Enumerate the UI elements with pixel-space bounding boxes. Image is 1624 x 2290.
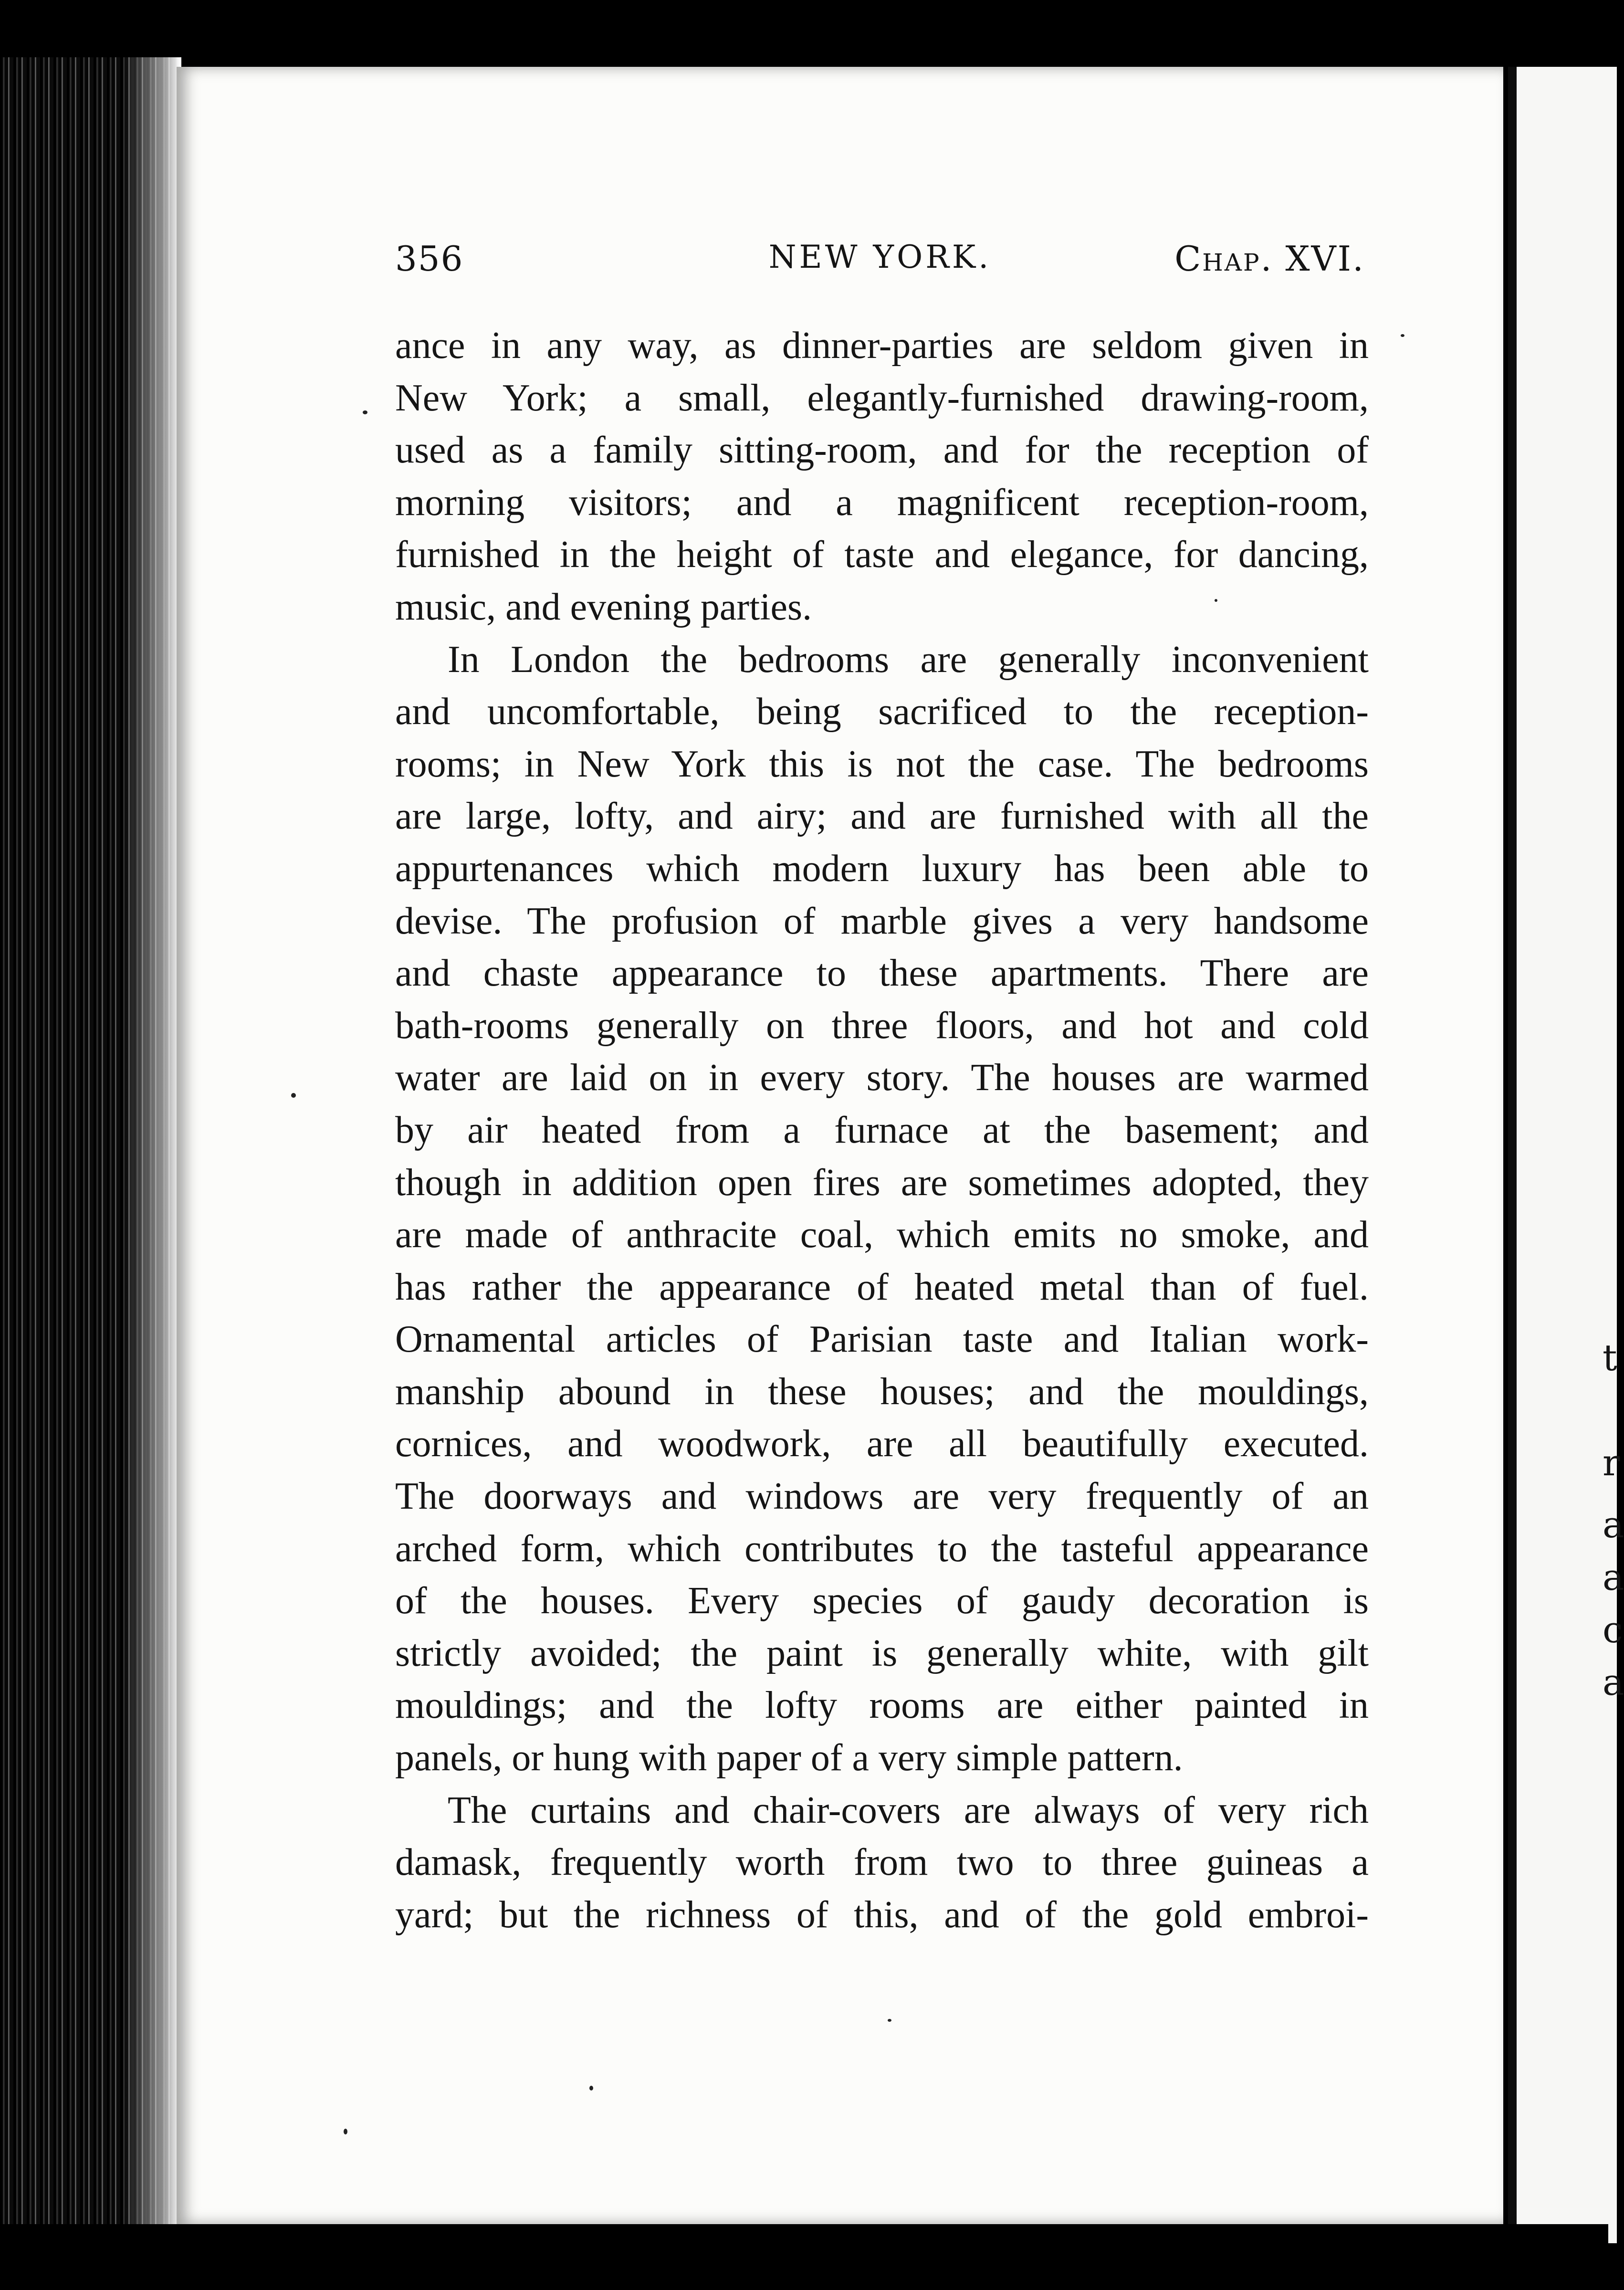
page-number: 356 bbox=[395, 239, 464, 279]
scan-speck bbox=[1401, 334, 1404, 337]
text-line: of the houses. Every species of gaudy decoration is bbox=[395, 1580, 1369, 1622]
text-line: rooms; in New York this is not the case. The bedrooms bbox=[395, 743, 1369, 785]
text-line: strictly avoided; the paint is generally white, with gilt bbox=[395, 1632, 1369, 1674]
text-line: furnished in the height of taste and elegance, for dancing, bbox=[395, 534, 1369, 576]
text-line: New York; a small, elegantly-furnished drawing-room, bbox=[395, 377, 1369, 419]
scan-speck bbox=[291, 1093, 296, 1098]
text-line: ance in any way, as dinner-parties are seldom given in bbox=[395, 325, 1369, 367]
book-gutter bbox=[0, 57, 181, 2234]
next-page-fragment: r bbox=[1603, 1441, 1620, 1484]
text-line: cornices, and woodwork, are all beautifully executed. bbox=[395, 1423, 1369, 1465]
text-line: and chaste appearance to these apartments. There are bbox=[395, 952, 1369, 995]
text-line: In London the bedrooms are generally inconvenient bbox=[448, 638, 1369, 681]
running-title: NEW YORK. bbox=[768, 239, 992, 275]
text-line: are large, lofty, and airy; and are furnished with all the bbox=[395, 795, 1369, 838]
next-page-edge bbox=[1508, 67, 1624, 2243]
body-text bbox=[395, 320, 1369, 1941]
scan-speck bbox=[344, 2129, 347, 2134]
text-line: The curtains and chair-covers are always of very rich bbox=[448, 1789, 1369, 1831]
next-page-fragment: t bbox=[1603, 1336, 1617, 1379]
text-line: devise. The profusion of marble gives a very handsome bbox=[395, 900, 1369, 942]
text-line: music, and evening parties. bbox=[395, 586, 812, 628]
text-line: used as a family sitting-room, and for the reception of bbox=[395, 429, 1369, 472]
scan-bottom-band bbox=[0, 2224, 1608, 2290]
text-line: yard; but the richness of this, and of the gold embroi- bbox=[395, 1893, 1369, 1936]
running-head bbox=[395, 239, 1365, 291]
text-line: has rather the appearance of heated metal than of fuel. bbox=[395, 1266, 1369, 1308]
next-page-fragment: a bbox=[1603, 1661, 1624, 1703]
text-line: appurtenances which modern luxury has been able to bbox=[395, 847, 1369, 890]
text-line: by air heated from a furnace at the basement; and bbox=[395, 1109, 1369, 1151]
scan-speck bbox=[589, 2086, 593, 2090]
scan-speck bbox=[363, 410, 367, 414]
scan-speck bbox=[1215, 599, 1217, 602]
text-line: bath-rooms generally on three floors, and hot and cold bbox=[395, 1004, 1369, 1047]
chapter-label: Chap. XVI. bbox=[1174, 239, 1365, 279]
text-line: damask, frequently worth from two to three guineas a bbox=[395, 1841, 1369, 1884]
next-page-fragment: c bbox=[1603, 1608, 1623, 1651]
text-line: arched form, which contributes to the tasteful appearance bbox=[395, 1527, 1369, 1570]
text-line: mouldings; and the lofty rooms are either painted in bbox=[395, 1684, 1369, 1727]
text-line: morning visitors; and a magnificent reception-room, bbox=[395, 481, 1369, 524]
text-line: are made of anthracite coal, which emits no smoke, and bbox=[395, 1214, 1369, 1256]
next-page-fragment: a bbox=[1603, 1556, 1624, 1598]
text-line: though in addition open fires are sometimes adopted, they bbox=[395, 1161, 1369, 1204]
scan-speck bbox=[888, 2019, 891, 2022]
text-line: The doorways and windows are very frequently of an bbox=[395, 1475, 1369, 1518]
next-page-fragment: a bbox=[1603, 1503, 1624, 1546]
text-line: water are laid on in every story. The houses are warmed bbox=[395, 1057, 1369, 1099]
text-line: panels, or hung with paper of a very simple pattern. bbox=[395, 1737, 1183, 1779]
text-line: and uncomfortable, being sacrificed to the reception- bbox=[395, 691, 1369, 733]
text-line: Ornamental articles of Parisian taste and Italian work- bbox=[395, 1318, 1369, 1361]
text-line: manship abound in these houses; and the mouldings, bbox=[395, 1370, 1369, 1413]
